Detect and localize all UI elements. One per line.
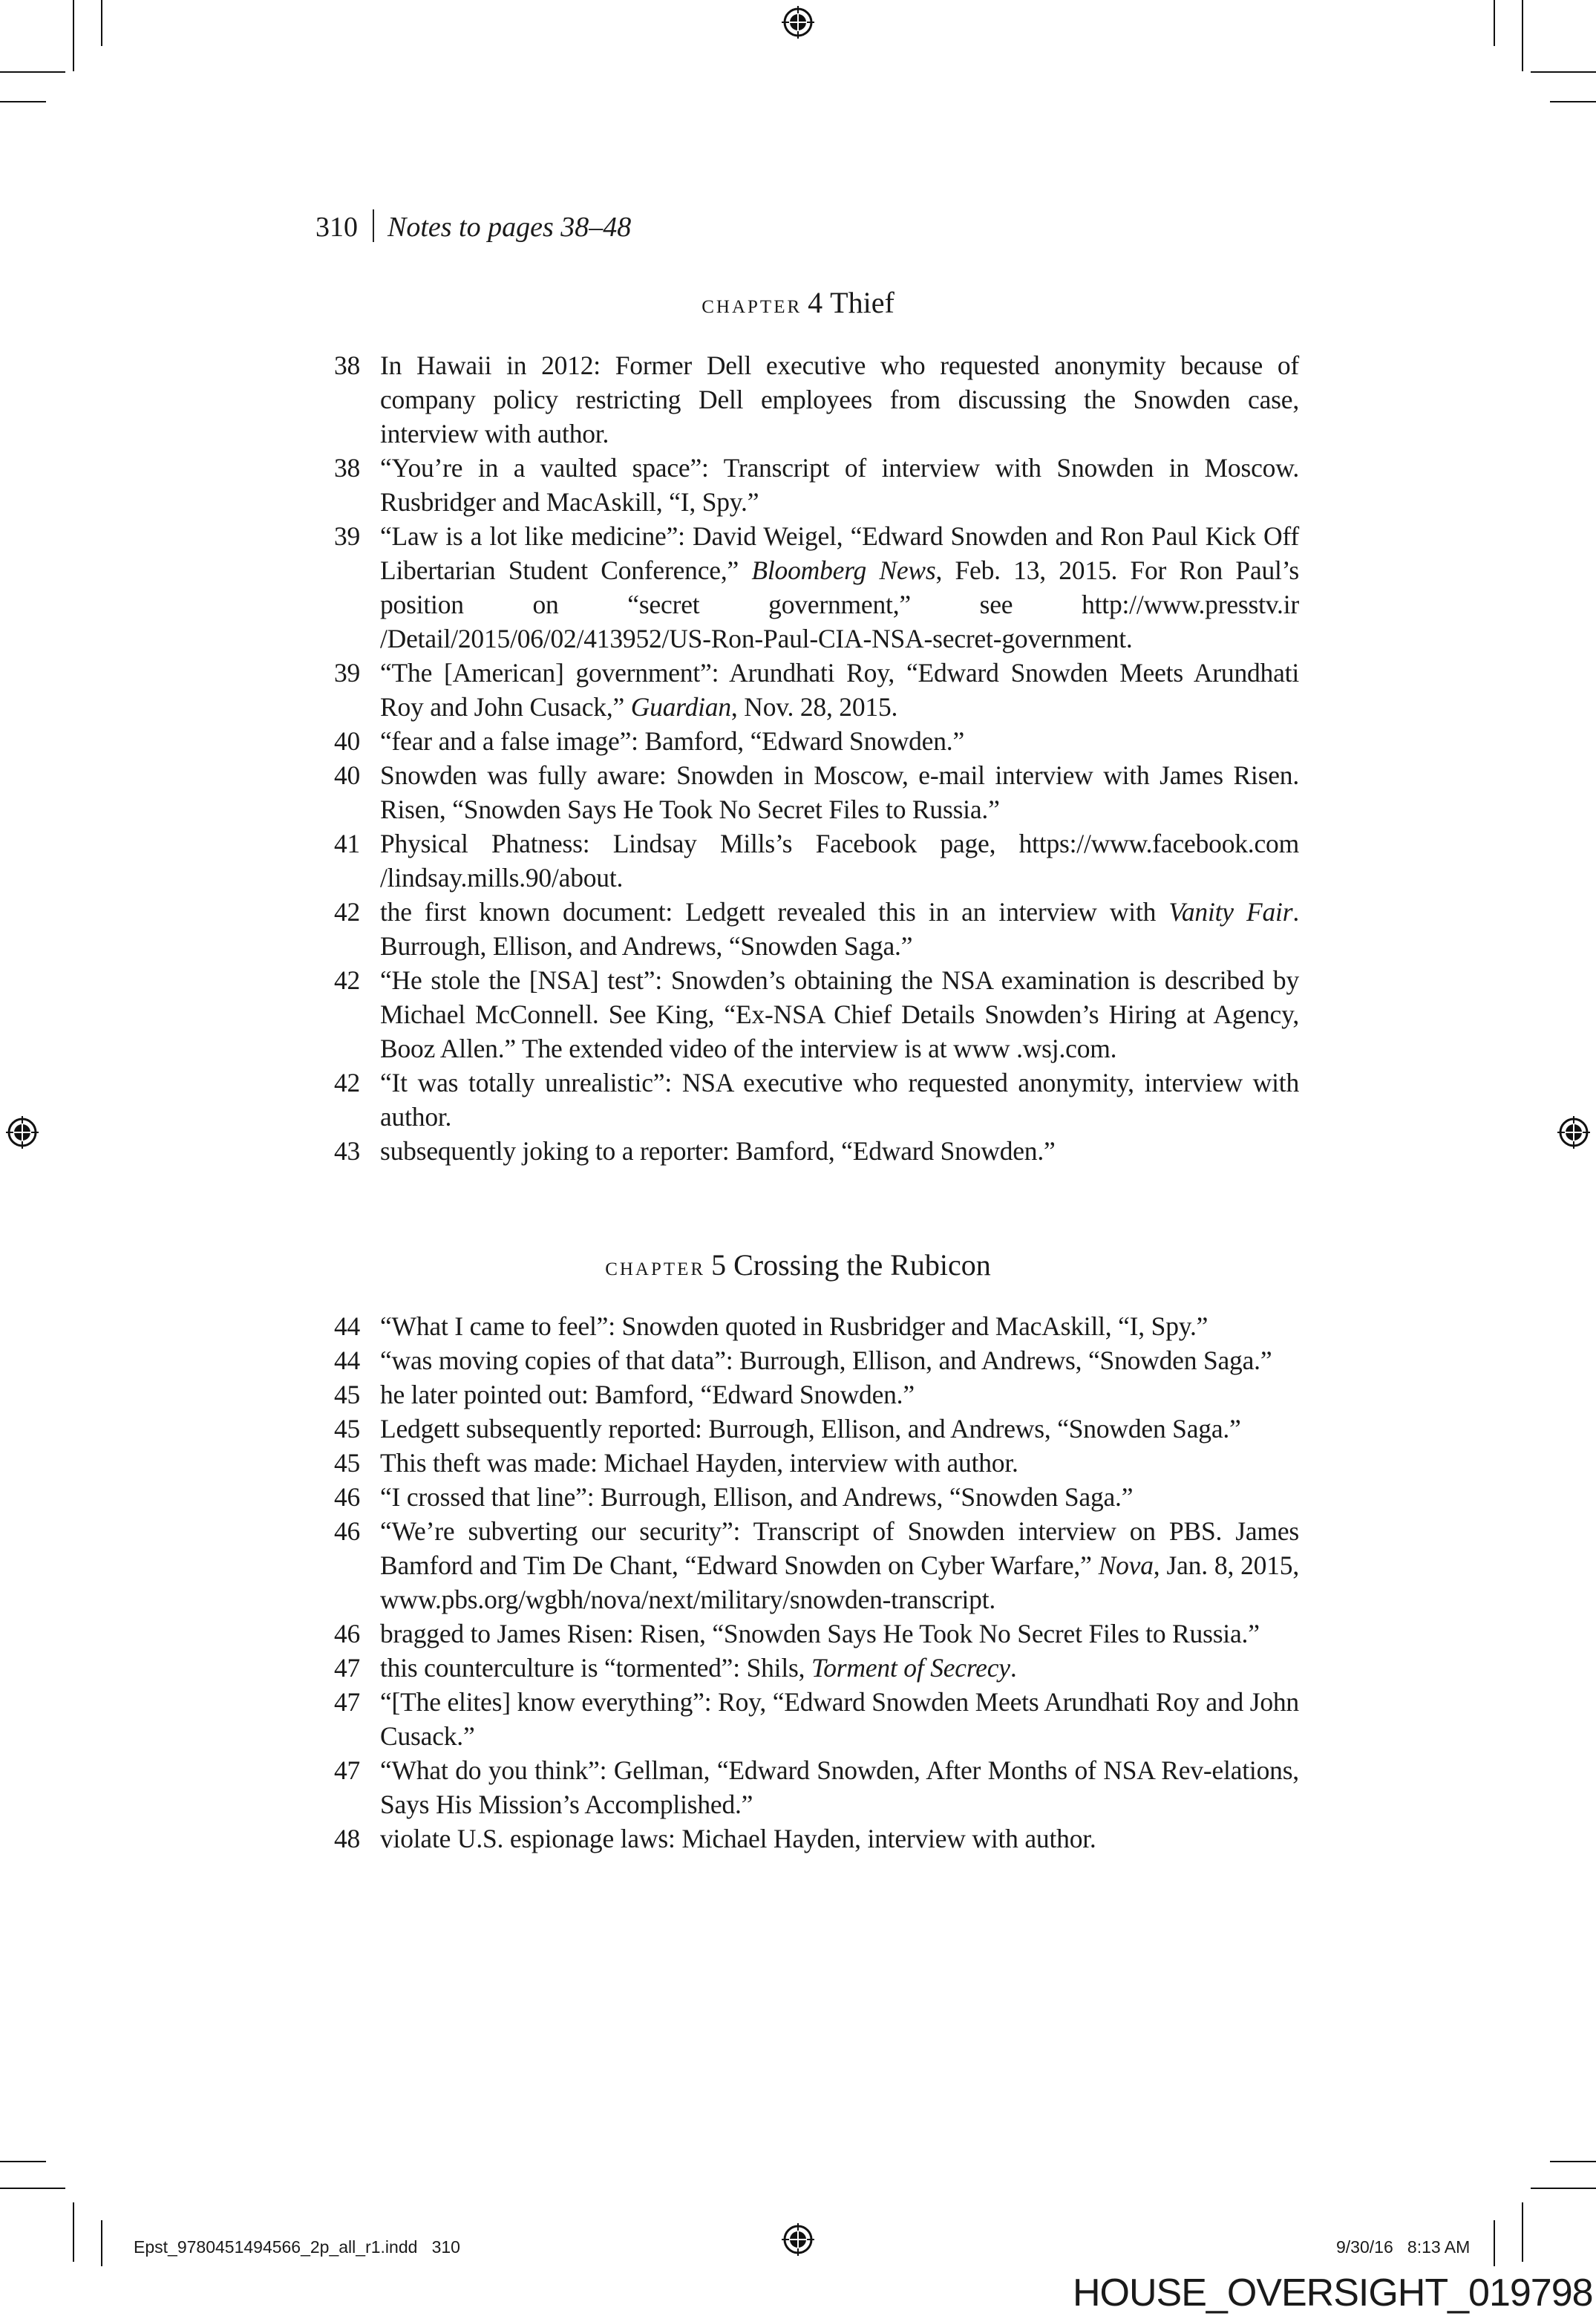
footer-filename: Epst_9780451494566_2p_all_r1.indd 310: [134, 2237, 460, 2257]
note-item: [327, 963, 1299, 1066]
registration-mark-icon: [6, 1116, 39, 1149]
chapter-title: Thief: [830, 286, 895, 319]
crop-mark: [1550, 2161, 1596, 2162]
bates-number: HOUSE_OVERSIGHT_019798: [1073, 2271, 1593, 2315]
note-text: “fear and a false image”: Bamford, “Edward Snowden.”: [380, 726, 965, 756]
note-item: [327, 1412, 1299, 1446]
note-text: , Nov. 28, 2015.: [730, 692, 898, 722]
crop-mark: [1531, 71, 1596, 73]
divider: [373, 209, 374, 242]
note-page-number: 42: [334, 1068, 361, 1097]
note-text: “You’re in a vaulted space”: Transcript of interview with Snowden in Moscow. Rusbridger and MacAskill, “I, Spy.”: [380, 453, 1299, 517]
crop-mark: [1494, 0, 1495, 46]
note-item: [327, 656, 1299, 724]
note-item: [327, 1134, 1299, 1168]
crop-mark: [1550, 101, 1596, 102]
note-item: [327, 348, 1299, 451]
note-page-number: 45: [334, 1380, 361, 1409]
note-title-italic: Vanity Fair: [1168, 897, 1293, 927]
note-item: [327, 1377, 1299, 1412]
crop-mark: [1522, 2202, 1523, 2262]
crop-mark: [73, 0, 74, 71]
note-page-number: 39: [334, 658, 361, 688]
note-text: “Law is a lot like medicine”: David Weigel, “Edward Snowden and Ron Paul Kick Off Libertarian Student Conference,”: [380, 521, 1299, 585]
note-item: [327, 1066, 1299, 1134]
note-item: [327, 1309, 1299, 1343]
note-text: he later pointed out: Bamford, “Edward Snowden.”: [380, 1380, 915, 1409]
note-title-italic: Nova: [1098, 1550, 1154, 1580]
note-text: Physical Phatness: Lindsay Mills’s Facebook page, https://www.facebook.com /lindsay.mills.90/about.: [380, 829, 1299, 893]
note-page-number: 47: [334, 1687, 361, 1717]
notes-list: [327, 1309, 1299, 1856]
registration-mark-icon: [782, 2223, 814, 2256]
note-page-number: 38: [334, 453, 361, 483]
note-page-number: 47: [334, 1653, 361, 1683]
crop-mark: [0, 71, 65, 73]
note-text: “The [American] government”: Arundhati Roy, “Edward Snowden Meets Arundhati Roy and John Cusack,”: [380, 658, 1299, 722]
crop-mark: [101, 2220, 102, 2266]
note-page-number: 48: [334, 1824, 361, 1853]
note-item: [327, 724, 1299, 758]
note-text: , Feb. 13, 2015. For Ron Paul’s position on “secret government,” see http://www.presstv.ir /Detail/2015/06/02/413952/US-Ron-Paul-CIA-NSA-secret-government.: [380, 555, 1300, 653]
note-page-number: 40: [334, 760, 361, 790]
registration-mark-icon: [1557, 1116, 1590, 1149]
note-text: subsequently joking to a reporter: Bamford, “Edward Snowden.”: [380, 1136, 1056, 1166]
note-page-number: 42: [334, 965, 361, 995]
note-text: “It was totally unrealistic”: NSA executive who requested anonymity, interview with author.: [380, 1068, 1299, 1132]
note-item: [327, 1753, 1299, 1821]
note-text: “What do you think”: Gellman, “Edward Snowden, After Months of NSA Rev-elations, Says His Mission’s Accomplished.”: [380, 1755, 1299, 1819]
chapter-heading: [0, 285, 1596, 320]
chapter-label: chapter: [605, 1251, 706, 1281]
crop-mark: [0, 2161, 46, 2162]
note-text: “What I came to feel”: Snowden quoted in Rusbridger and MacAskill, “I, Spy.”: [380, 1311, 1209, 1341]
note-page-number: 44: [334, 1311, 361, 1341]
note-item: [327, 1685, 1299, 1753]
note-page-number: 46: [334, 1516, 361, 1546]
note-text: violate U.S. espionage laws: Michael Hayden, interview with author.: [380, 1824, 1096, 1853]
note-text: .: [1010, 1653, 1017, 1683]
note-item: [327, 519, 1299, 656]
running-head: [315, 209, 631, 244]
chapter-number: 5: [711, 1248, 727, 1282]
note-text: Ledgett subsequently reported: Burrough, Ellison, and Andrews, “Snowden Saga.”: [380, 1414, 1241, 1444]
note-page-number: 45: [334, 1448, 361, 1478]
crop-mark: [101, 0, 102, 46]
registration-mark-icon: [782, 6, 814, 39]
chapter-heading: [0, 1247, 1596, 1282]
note-title-italic: Torment of Secrecy: [811, 1653, 1010, 1683]
note-text: bragged to James Risen: Risen, “Snowden Says He Took No Secret Files to Russia.”: [380, 1619, 1260, 1648]
note-text: “He stole the [NSA] test”: Snowden’s obtaining the NSA examination is described by Michael McConnell. See King, “Ex-NSA Chief Details Snowden’s Hiring at Agency, Booz Allen.” The extended video of the interview is at www .wsj.com.: [380, 965, 1299, 1063]
chapter-number: 4: [808, 286, 823, 319]
crop-mark: [1522, 0, 1523, 71]
note-text: Snowden was fully aware: Snowden in Moscow, e-mail interview with James Risen. Risen, “Snowden Says He Took No Secret Files to Russia.”: [380, 760, 1299, 824]
note-page-number: 44: [334, 1345, 361, 1375]
note-page-number: 38: [334, 350, 361, 380]
running-title: Notes to pages 38–48: [387, 212, 632, 243]
note-page-number: 46: [334, 1482, 361, 1512]
note-item: [327, 451, 1299, 519]
note-page-number: 39: [334, 521, 361, 551]
crop-mark: [73, 2202, 74, 2262]
note-item: [327, 1514, 1299, 1617]
note-page-number: 46: [334, 1619, 361, 1648]
note-item: [327, 826, 1299, 895]
note-title-italic: Bloomberg News: [751, 555, 936, 585]
crop-mark: [1494, 2220, 1495, 2266]
note-text: “We’re subverting our security”: Transcript of Snowden interview on PBS. James Bamford and Tim De Chant, “Edward Snowden on Cyber Warfare,”: [380, 1516, 1299, 1580]
note-text: . Burrough, Ellison, and Andrews, “Snowden Saga.”: [380, 897, 1299, 961]
note-page-number: 47: [334, 1755, 361, 1785]
chapter-label: chapter: [701, 289, 802, 319]
note-text: “I crossed that line”: Burrough, Ellison, and Andrews, “Snowden Saga.”: [380, 1482, 1134, 1512]
footer-timestamp: 9/30/16 8:13 AM: [1336, 2237, 1471, 2257]
note-page-number: 40: [334, 726, 361, 756]
note-item: [327, 1446, 1299, 1480]
note-item: [327, 1821, 1299, 1856]
crop-mark: [0, 101, 46, 102]
note-text: this counterculture is “tormented”: Shils,: [380, 1653, 811, 1683]
page-number: 310: [315, 212, 358, 243]
note-item: [327, 1617, 1299, 1651]
note-text: “was moving copies of that data”: Burrough, Ellison, and Andrews, “Snowden Saga.”: [380, 1345, 1272, 1375]
note-item: [327, 895, 1299, 963]
crop-mark: [0, 2188, 65, 2189]
note-item: [327, 1480, 1299, 1514]
crop-mark: [1531, 2188, 1596, 2189]
note-page-number: 41: [334, 829, 361, 858]
note-page-number: 43: [334, 1136, 361, 1166]
note-text: In Hawaii in 2012: Former Dell executive who requested anonymity because of company policy restricting Dell employees from discussing the Snowden case, interview with author.: [380, 350, 1299, 448]
note-text: This theft was made: Michael Hayden, interview with author.: [380, 1448, 1018, 1478]
note-title-italic: Guardian: [630, 692, 731, 722]
note-page-number: 45: [334, 1414, 361, 1444]
note-page-number: 42: [334, 897, 361, 927]
notes-list: [327, 348, 1299, 1168]
note-text: , Jan. 8, 2015, www.pbs.org/wgbh/nova/next/military/snowden-transcript.: [380, 1550, 1300, 1614]
note-item: [327, 1651, 1299, 1685]
note-item: [327, 1343, 1299, 1377]
note-item: [327, 758, 1299, 826]
chapter-title: Crossing the Rubicon: [733, 1248, 991, 1282]
note-text: “[The elites] know everything”: Roy, “Edward Snowden Meets Arundhati Roy and John Cusack.”: [380, 1687, 1299, 1751]
note-text: the first known document: Ledgett revealed this in an interview with: [380, 897, 1169, 927]
